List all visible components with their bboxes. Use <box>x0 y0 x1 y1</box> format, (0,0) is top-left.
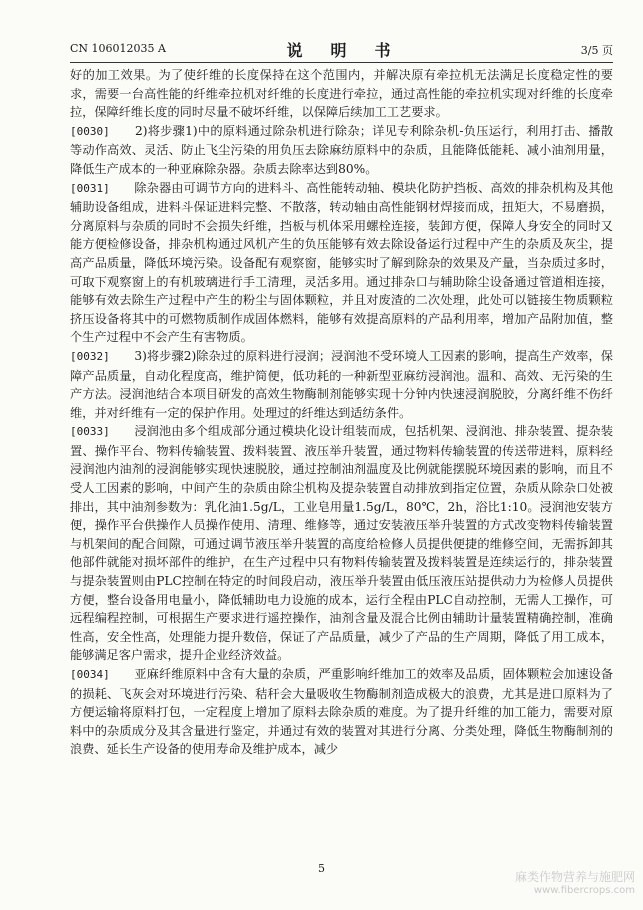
paragraph-text: 好的加工效果。为了使纤维的长度保持在这个范围内，并解决原有牵拉机无法满足长度稳定性的要求，需要一台高性能的纤维牵拉机对纤维的长度进行牵拉，通过高性能的牵拉机实现对纤维的长度牵拉，保障纤维长度的同时尽量不破坏纤维，以保障后续加工工艺要求。 <box>70 68 613 120</box>
paragraph-number: [0033] <box>70 425 110 439</box>
paragraph-number: [0034] <box>70 668 110 681</box>
document-body <box>70 66 613 759</box>
paragraph-0031 <box>70 179 613 347</box>
paragraph-number: [0031] <box>70 181 110 195</box>
paragraph-0034 <box>70 665 613 759</box>
page-fraction: 3/5 页 <box>580 44 613 57</box>
paragraph-text: 3)将步骤2)除杂过的原料进行浸润；浸润池不受环境人工因素的影响，提高生产效率，保障产品质量，自动化程度高，维护简便，低功耗的一种新型亚麻纺浸润池。温和、高效、无污染的生产方法。浸润池结合本项目研发的高效生物酶制剂能够实现十分钟内快速浸润脱胶，分离纤维不伤纤维，并对纤维有一定的保护作用。处理过的纤维达到适纺条件。 <box>70 348 613 420</box>
paragraph-text: 2)将步骤1)中的原料通过除杂机进行除杂；详见专利除杂机-负压运行，利用打击、播散等动作高效、灵活、防止飞尘污染的用负压去除麻纺原料中的杂质，且能降低能耗、减小油剂用量，降低生产成本的一种亚麻除杂器。杂质去除率达到80%。 <box>70 123 614 176</box>
watermark-url: www.fibercrops.com <box>533 885 635 896</box>
paragraph-text: 浸润池由多个组成部分通过模块化设计组装而成，包括机架、浸润池、排杂装置、提杂装置、操作平台、物料传输装置、拨料装置、液压举升装置，通过物料传输装置的传送带进料，原料经浸润池内油剂的浸润能够实现快速脱胶，通过控制油剂温度及比例就能摆脱环境因素的影响，而且不受人工因素的影响，中间产生的杂质由除尘机构及提杂装置自动排放到指定位置，杂质从除杂口处被排出，其中油剂参数为：乳化油1.5g/L，工业皂用量1.5g/L，80℃，2h，浴比1:10。浸润池安装方便，操作平台供操作人员操作使用、清理、维修等，通过安装液压举升装置的方式改变物料传输装置与机架间的配合间隙，可通过调节液压举升装置的高度给检修人员提供便捷的维修空间，无需拆卸其他部件就能对损坏部件的维护，在生产过程中只有物料传输装置及拨料装置是连续运行的，排杂装置与提杂装置则由PLC控制在特定的时间段启动，液压举升装置由低压液压站提供动力为检修人员提供方便，整台设备用电量小，降低辅助电力设施的成本，运行全程由PLC自动控制，无需人工操作，可远程编程控制，可根据生产要求进行遥控操作，油剂含量及混合比例由辅助计量装置精确控制，准确性高，安全性高，处理能力提升数倍，保证了产品质量，减少了产品的生产周期，降低了用工成本，能够满足客户需求，提升企业经济效益。 <box>70 424 614 663</box>
paragraph-text: 除杂器由可调节方向的进料斗、高性能转动轴、模块化防护挡板、高效的排杂机构及其他辅助设备组成，进料斗保证进料完整、不散落，转动轴由高性能钢材焊接而成，扭矩大，不易磨损，分离原料与杂质的同时不会损失纤维，挡板与机体采用螺栓连接，装卸方便，保障人身安全的同时又能方便检修设备，排杂机构通过风机产生的负压能够有效去除设备运行过程中产生的杂质及灰尘，提高产品质量，降低环境污染。设备配有观察窗，能够实时了解到除杂的效果及产量，当杂质过多时，可取下观察窗上的有机玻璃进行手工清理，灵活多用。通过排杂口与辅助除尘设备通过管道相连接，能够有效去除生产过程中产生的粉尘与固体颗粒，并且对废渣的二次处理，此处可以链接生物质颗粒挤压设备将其中的可燃物质制作成固体燃料，能够有效提高原料的产品利用率，增加产品附加值，整个生产过程中不会产生有害物质。 <box>70 180 614 345</box>
site-watermark <box>515 868 635 896</box>
watermark-name: 麻类作物营养与施肥网 <box>514 870 635 884</box>
doc-number: CN 106012035 A <box>70 42 166 55</box>
paragraph-number: [0030] <box>70 124 110 138</box>
page-title: 说 明 书 <box>286 41 397 60</box>
header-rule <box>70 62 613 63</box>
paragraph-0033 <box>70 422 613 665</box>
paragraph-text: 亚麻纤维原料中含有大量的杂质，严重影响纤维加工的效率及品质，固体颗粒会加速设备的损耗、飞灰会对环境进行污染、秸秆会大量吸收生物酶制剂造成极大的浪费，尤其是进口原料为了方便运输将原料打包，一定程度上增加了原料去除杂质的难度。为了提升纤维的加工能力，需要对原料中的杂质成分及其含量进行鉴定，并通过有效的装置对其进行分离、分类处理，降低生物酶制剂的浪费、延长生产设备的使用寿命及维护成本，减少 <box>70 667 614 757</box>
paragraph-0030 <box>70 122 613 179</box>
paragraph-number: [0032] <box>70 349 110 363</box>
paragraph-0032 <box>70 347 613 422</box>
page-number: 5 <box>318 862 325 875</box>
paragraph-continued <box>70 66 613 122</box>
page-header <box>70 38 613 60</box>
